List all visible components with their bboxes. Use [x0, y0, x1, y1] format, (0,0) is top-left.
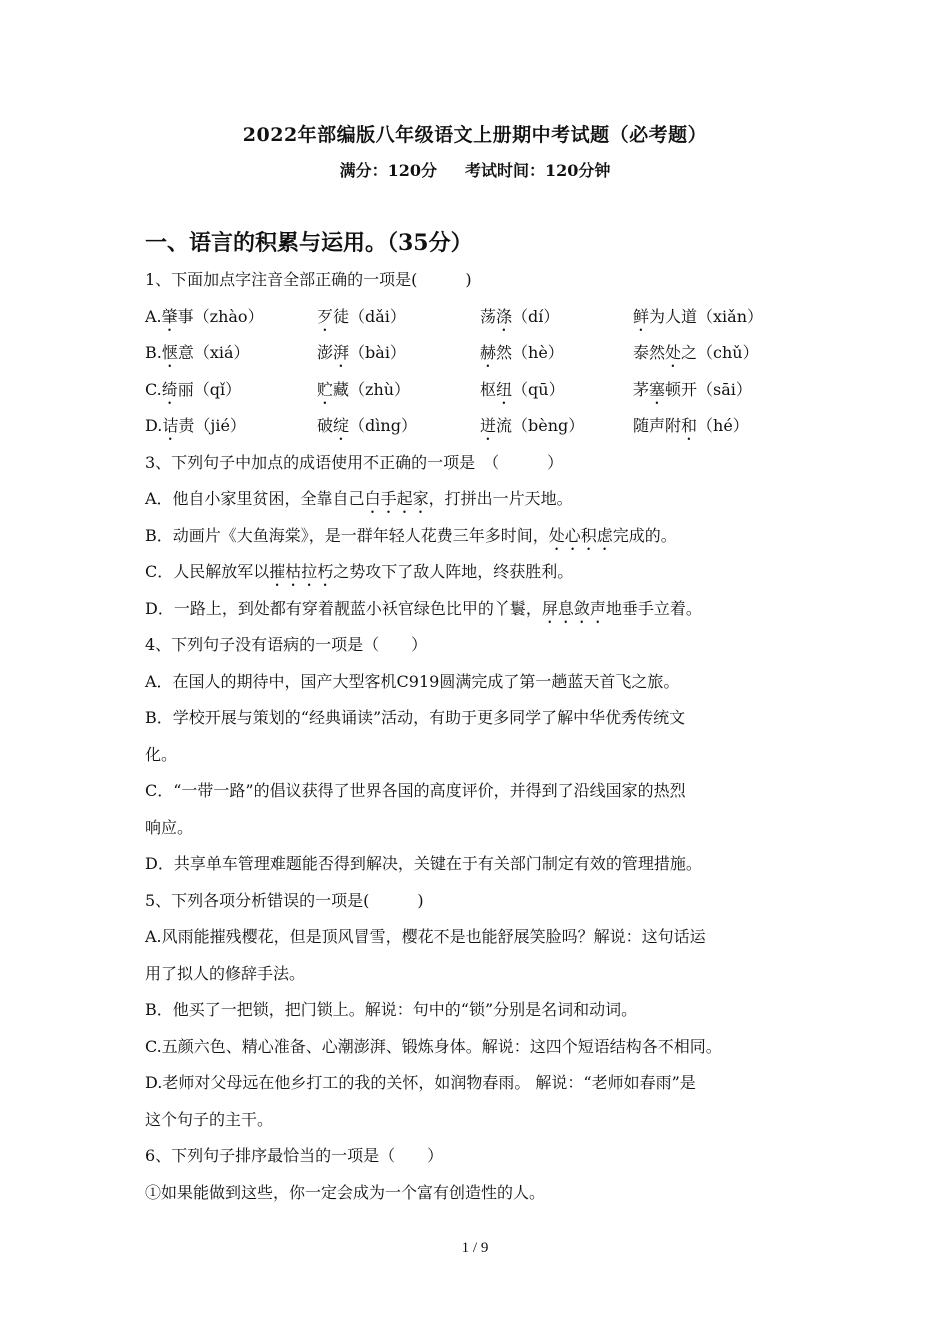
pinyin-item [317, 299, 406, 336]
question-3-option [145, 518, 810, 555]
question-5-line: B．他买了一把锁，把门锁上。解说：句中的“锁”分别是名词和动词。 [145, 1000, 638, 1019]
question-1-option-row [145, 335, 810, 372]
question-3-option [145, 591, 810, 628]
question-3-options [145, 481, 810, 627]
full-score: 满分：120分 [339, 161, 437, 180]
pinyin-text: （dí） [512, 306, 560, 326]
question-4-line: B．学校开展与策划的“经典诵读”活动，有助于更多同学了解中华优秀传统文 [145, 708, 686, 727]
question-5-line: 这个句子的主干。 [145, 1109, 274, 1129]
section-heading: 一、语言的积累与运用。（35分） [145, 230, 473, 256]
pinyin-item [145, 372, 241, 409]
pinyin-text: （bài） [349, 343, 406, 362]
question-3-stem: 3、下列句子中加点的成语使用不正确的一项是 （ ） [145, 452, 564, 472]
pinyin-item [145, 335, 250, 372]
pinyin-text: 随声附 [633, 416, 682, 435]
pinyin-text: 事（zhào） [177, 306, 264, 326]
dotted-character: 肇 [161, 306, 178, 326]
dotted-character: 湃 [333, 343, 350, 362]
question-4-stem: 4、下列句子没有语病的一项是（ ） [145, 635, 428, 654]
dotted-character: 绮 [161, 379, 178, 399]
dotted-character: 迸 [480, 416, 497, 435]
question-5-line: 用了拟人的修辞手法。 [145, 963, 306, 983]
pinyin-text: 意（xiá） [177, 343, 250, 362]
dotted-idiom: 白手起家 [364, 489, 429, 508]
option-letter: B. [145, 343, 162, 362]
pinyin-item [480, 335, 564, 372]
pinyin-item [633, 372, 752, 409]
option-text: 地垂手立着。 [605, 598, 702, 618]
pinyin-text: 澎 [317, 343, 334, 362]
option-letter: A. [145, 306, 162, 326]
question-4-line: A．在国人的期待中，国产大型客机C919圆满完成了第一趟蓝天首飞之旅。 [145, 671, 680, 691]
question-5-line: D.老师对父母远在他乡打工的我的关怀，如润物春雨。 解说：“老师如春雨”是 [145, 1073, 696, 1092]
question-5-stem: 5、下列各项分析错误的一项是( ) [145, 890, 424, 910]
option-text: 完成的。 [612, 525, 677, 545]
pinyin-text: 之（chǔ） [681, 343, 759, 362]
exam-time: 考试时间：120分钟 [465, 161, 611, 180]
dotted-character: 诘 [162, 416, 179, 435]
option-text: A．他自小家里贫困，全靠自己 [145, 489, 365, 508]
pinyin-item [633, 299, 763, 336]
question-6-line: ①如果能做到这些，你一定会成为一个富有创造性的人。 [145, 1182, 546, 1202]
pinyin-item [145, 299, 264, 336]
question-5-line: C.五颜六色、精心准备、心潮澎湃、锻炼身体。解说：这四个短语结构各不相同。 [145, 1036, 722, 1056]
pinyin-text: 藏（zhù） [333, 379, 411, 399]
questions [145, 262, 810, 1211]
question-6-stem: 6、下列句子排序最恰当的一项是（ ） [145, 1146, 444, 1165]
pinyin-text: 泰然 [633, 343, 666, 362]
dotted-idiom: 摧枯拉朽 [269, 562, 334, 581]
question-1-option-row [145, 408, 810, 445]
question-4-line: C．“一带一路”的倡议获得了世界各国的高度评价，并得到了沿线国家的热烈 [145, 781, 686, 800]
pinyin-text: 丽（qǐ） [177, 379, 242, 399]
pinyin-item [633, 408, 749, 445]
dotted-character: 和 [681, 416, 698, 435]
question-1-stem: 1、下面加点字注音全部正确的一项是( ) [145, 270, 472, 289]
pinyin-text: 茅 [633, 379, 650, 399]
pinyin-text: 枢 [480, 379, 497, 399]
pinyin-item [633, 335, 759, 372]
pinyin-text: 流（bèng） [496, 416, 585, 435]
question-5-line: A.风雨能摧残樱花，但是顶风冒雪，樱花不是也能舒展笑脸吗？解说：这句话运 [145, 927, 706, 946]
dotted-character: 绽 [333, 416, 350, 435]
pinyin-text: （hé） [697, 416, 749, 435]
dotted-character: 歹 [317, 306, 334, 326]
dotted-character: 纽 [496, 379, 513, 399]
question-1-option-row [145, 372, 810, 409]
option-text: 之势攻下了敌人阵地，终获胜利。 [333, 562, 574, 581]
option-letter: C. [145, 379, 162, 399]
dotted-character: 塞 [649, 379, 666, 399]
dotted-idiom: 屏息敛声 [541, 598, 606, 618]
dotted-character: 惬 [161, 343, 178, 362]
pinyin-item [317, 335, 406, 372]
pinyin-item [317, 372, 410, 409]
pinyin-text: 荡 [480, 306, 497, 326]
pinyin-item [480, 408, 584, 445]
question-4-line: D．共享单车管理难题能否得到解决，关键在于有关部门制定有效的管理措施。 [145, 854, 702, 873]
pinyin-text: 破 [317, 416, 334, 435]
question-1-option-row [145, 299, 810, 336]
question-4-line: 化。 [145, 744, 178, 764]
dotted-character: 鲜 [633, 306, 650, 326]
option-text: ，打拼出一片天地。 [428, 489, 573, 508]
pinyin-text: 为人道（xiǎn） [649, 306, 764, 326]
question-1-options [145, 299, 810, 445]
document-title: 2022年部编版八年级语文上册期中考试题（必考题） [242, 124, 708, 146]
dotted-idiom: 处心积虑 [548, 525, 613, 545]
pinyin-text: （dìng） [349, 416, 417, 435]
exam-info [0, 158, 950, 181]
pinyin-text: 顿开（sāi） [665, 379, 752, 399]
pinyin-item [480, 372, 565, 409]
dotted-character: 赫 [480, 343, 497, 362]
pinyin-text: 责（jié） [178, 416, 246, 435]
option-letter: D. [145, 416, 163, 435]
pinyin-text: （qū） [512, 379, 565, 399]
option-text: B．动画片《大鱼海棠》，是一群年轻人花费三年多时间， [145, 525, 549, 545]
dotted-character: 涤 [496, 306, 513, 326]
question-4-line: 响应。 [145, 817, 194, 837]
option-text: C．人民解放军以 [145, 562, 270, 581]
pinyin-item [145, 408, 246, 445]
option-text: D．一路上，到处都有穿着靓蓝小袄官绿色比甲的丫鬟， [145, 598, 542, 618]
question-3-option [145, 554, 810, 591]
pinyin-item [480, 299, 559, 336]
question-3-option [145, 481, 810, 518]
page-number: 1 / 9 [461, 1240, 489, 1256]
pinyin-text: 徒（dǎi） [333, 306, 406, 326]
dotted-character: 处 [665, 343, 682, 362]
pinyin-text: 然（hè） [496, 343, 564, 362]
dotted-character: 贮 [317, 379, 334, 399]
pinyin-item [317, 408, 417, 445]
